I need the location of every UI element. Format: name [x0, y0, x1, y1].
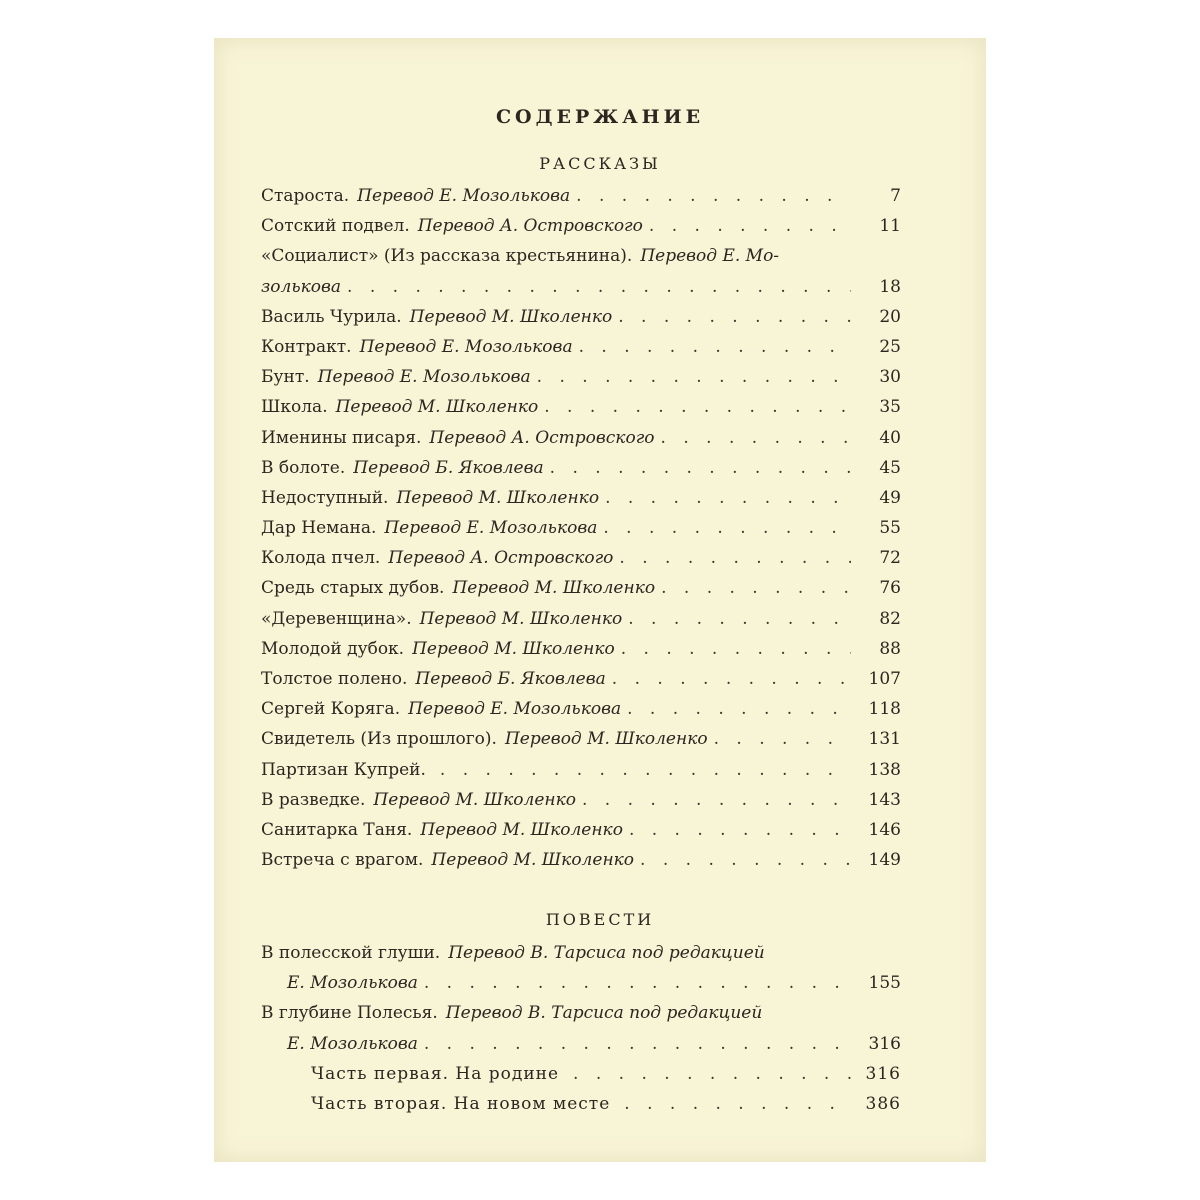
- toc-entry: Свидетель (Из прошлого). Перевод М. Школенко . . . 131: [261, 724, 901, 754]
- toc-entry: В болоте. Перевод Б. Яковлева . . . 45: [261, 453, 901, 483]
- toc-entry: Сергей Коряга. Перевод Е. Мозолькова . . . 118: [261, 694, 901, 724]
- toc-entry: Средь старых дубов. Перевод М. Школенко . . . 76: [261, 573, 901, 603]
- toc-entry: Василь Чурила. Перевод М. Школенко . . . 20: [261, 302, 901, 332]
- toc-entry: Школа. Перевод М. Школенко . . . 35: [261, 392, 901, 422]
- toc-entry-continuation: золькова . . . 18: [261, 272, 901, 302]
- toc-subentry: Часть вторая. На новом месте . . . 386: [261, 1089, 901, 1119]
- toc-entry: В глубине Полесья. Перевод В. Тарсиса под редакцией: [261, 1003, 763, 1024]
- section-title-novellas: ПОВЕСТИ: [545, 910, 655, 929]
- toc-entry: Колода пчел. Перевод А. Островского . . . 72: [261, 543, 901, 573]
- toc-entry: Молодой дубок. Перевод М. Школенко . . . 88: [261, 634, 901, 664]
- toc-entry-continuation: Е. Мозолькова . . . 316: [261, 1029, 901, 1059]
- stories-list: [261, 181, 901, 875]
- toc-entry: Сотский подвел. Перевод А. Островского . . . 11: [261, 211, 901, 241]
- page-heading: СОДЕРЖАНИЕ: [495, 106, 705, 128]
- toc-entry: В разведке. Перевод М. Школенко . . . 143: [261, 785, 901, 815]
- toc-entry: Толстое полено. Перевод Б. Яковлева . . . 107: [261, 664, 901, 694]
- toc-entry: Встреча с врагом. Перевод М. Школенко . . . 149: [261, 845, 901, 875]
- toc-entry: Дар Немана. Перевод Е. Мозолькова . . . 55: [261, 513, 901, 543]
- toc-entry: Староста. Перевод Е. Мозолькова . . . 7: [261, 181, 901, 211]
- toc-entry: Недоступный. Перевод М. Школенко . . . 49: [261, 483, 901, 513]
- toc-entry: В полесской глуши. Перевод В. Тарсиса под редакцией: [261, 943, 765, 963]
- toc-entry: Санитарка Таня. Перевод М. Школенко . . . 146: [261, 815, 901, 845]
- toc-entry-continuation: Е. Мозолькова . . . 155: [261, 968, 901, 998]
- toc-entry: Партизан Купрей. . . . 138: [261, 755, 901, 785]
- toc-entry: Бунт. Перевод Е. Мозолькова . . . 30: [261, 362, 901, 392]
- section-title-stories: РАССКАЗЫ: [539, 154, 661, 173]
- toc-entry: Контракт. Перевод Е. Мозолькова . . . 25: [261, 332, 901, 362]
- toc-entry: «Деревенщина». Перевод М. Школенко . . . 82: [261, 604, 901, 634]
- toc-entry: Именины писаря. Перевод А. Островского . . . 40: [261, 423, 901, 453]
- novellas-list: [261, 938, 901, 1119]
- toc-entry: «Социалист» (Из рассказа крестьянина). Перевод Е. Мо-: [261, 246, 780, 267]
- book-page: [214, 38, 986, 1162]
- toc-subentry: Часть первая. На родине . . . 316: [261, 1059, 901, 1089]
